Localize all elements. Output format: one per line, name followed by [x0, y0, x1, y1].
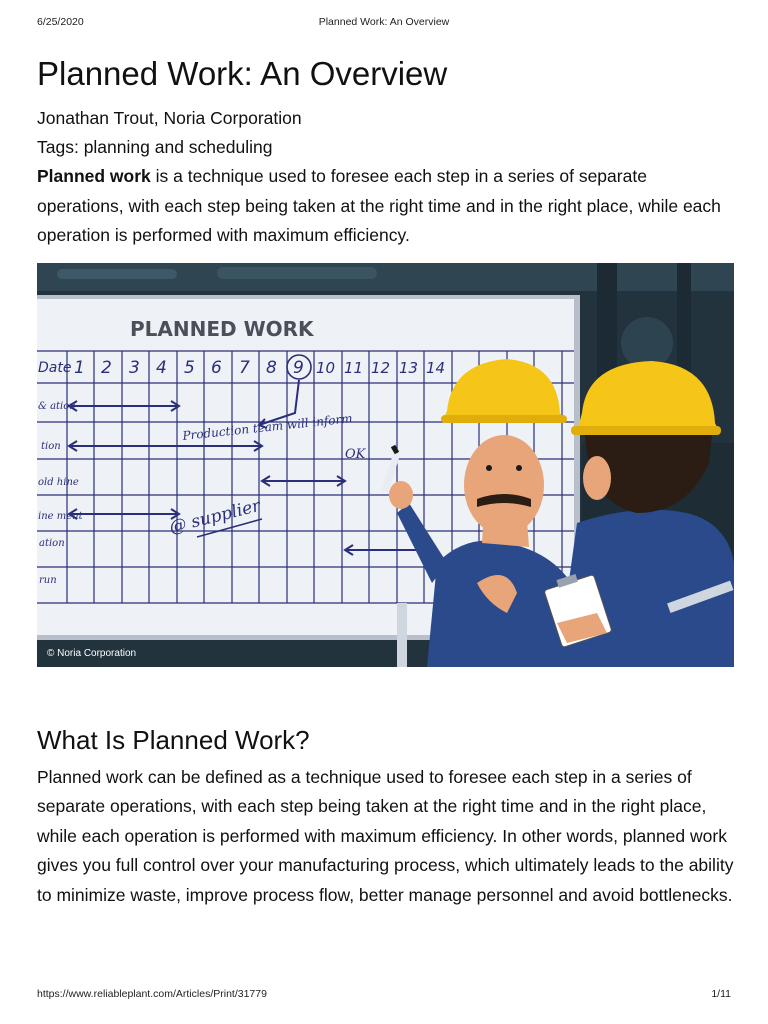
day-9: 9 [293, 357, 304, 378]
row-label-3: old hine [38, 476, 79, 488]
day-8: 8 [266, 357, 277, 378]
image-copyright: © Noria Corporation [47, 647, 137, 659]
day-1: 1 [74, 357, 85, 378]
board-title: PLANNED WORK [130, 316, 314, 341]
intro-paragraph [37, 162, 737, 251]
row-label-6: run [39, 574, 57, 586]
row-label-4: ine ment [38, 510, 83, 522]
section-heading: What Is Planned Work? [37, 724, 310, 755]
note-production: Production team will inform [181, 410, 354, 443]
hero-image [37, 263, 734, 667]
print-url[interactable]: https://www.reliableplant.com/Articles/Print/31779 [37, 988, 267, 1000]
row-label-5: ation [39, 537, 65, 549]
note-supplier: @ supplier [167, 495, 263, 538]
day-14: 14 [426, 358, 446, 377]
section-body: Planned work can be defined as a technique used to foresee each step in a series of separate operations, with each step being taken at the right time and in the right place, while each operation is performed with maximum efficiency. In other words, planned work gives you full control over your manufacturing process, which ultimately leads to the ability to minimize waste, improve process flow, better manage personnel and avoid bottlenecks. [37, 766, 734, 905]
article [37, 52, 737, 910]
page-number: 1/11 [711, 988, 731, 1000]
day-13: 13 [399, 358, 419, 377]
day-6: 6 [211, 357, 222, 378]
note-ok: OK [345, 446, 366, 462]
article-tags: Tags: planning and scheduling [37, 137, 273, 157]
day-11: 11 [344, 358, 364, 377]
day-3: 3 [129, 357, 140, 378]
row-label-1: & ation [38, 400, 76, 412]
day-10: 10 [316, 358, 336, 377]
print-header [37, 16, 731, 30]
print-title: Planned Work: An Overview [318, 16, 450, 28]
intro-text: is a technique used to foresee each step in a series of separate operations, with each step being taken at the right time and in the right place, while each operation is performed with maximum efficiency. [37, 166, 721, 245]
day-2: 2 [101, 357, 112, 378]
day-12: 12 [371, 358, 391, 377]
print-date: 6/25/2020 [37, 16, 84, 28]
article-author: Jonathan Trout, Noria Corporation [37, 108, 302, 128]
planned-work-illustration [37, 263, 734, 667]
day-4: 4 [156, 357, 167, 378]
intro-bold: Planned work [37, 166, 151, 186]
print-footer [37, 988, 731, 1002]
article-title: Planned Work: An Overview [37, 55, 448, 92]
day-5: 5 [184, 357, 195, 378]
day-7: 7 [239, 357, 250, 378]
date-label: Date [38, 359, 72, 376]
row-label-2: tion [41, 440, 61, 452]
